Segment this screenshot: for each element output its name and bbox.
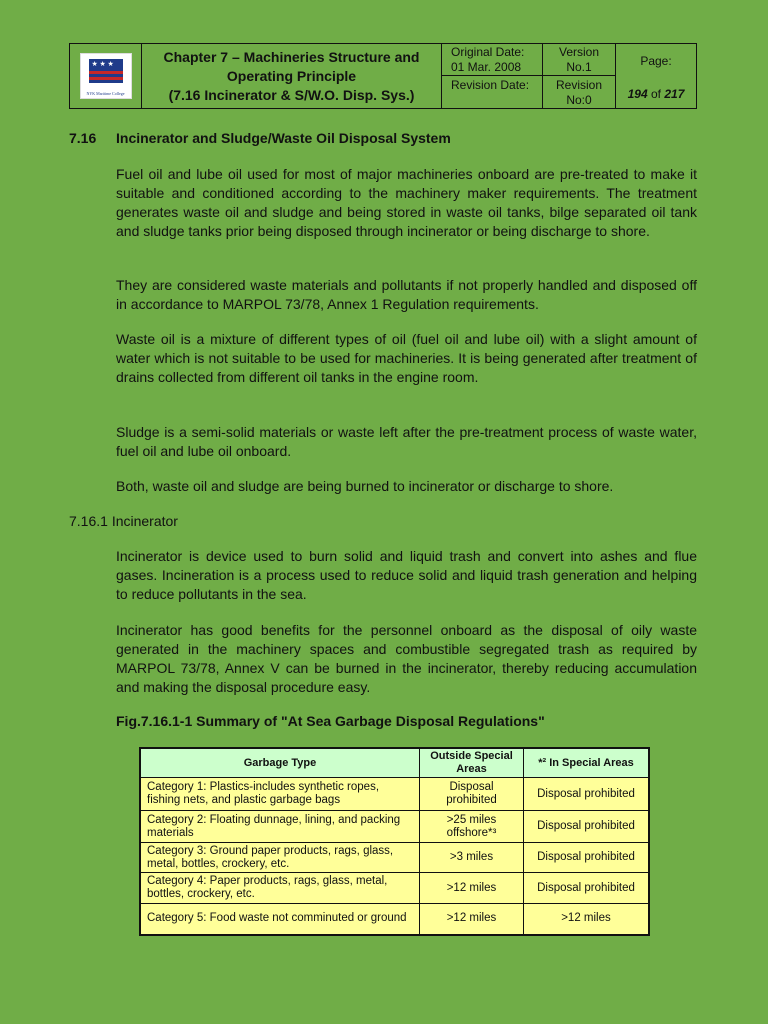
version-value: No.1 (566, 60, 592, 74)
page-of: of (650, 87, 661, 101)
page-cell (616, 44, 696, 108)
cell-garbage-type: Category 5: Food waste not comminuted or ground (140, 904, 420, 935)
table-header-row (140, 748, 649, 778)
cell-inside: >12 miles (524, 904, 650, 935)
revision-label: Revision (555, 78, 603, 92)
cell-inside: Disposal prohibited (524, 843, 650, 873)
figure-caption: Fig.7.16.1-1 Summary of "At Sea Garbage Disposal Regulations" (116, 713, 545, 729)
revision-date-label: Revision Date: (451, 78, 530, 92)
table-row (140, 904, 649, 935)
cell-inside: Disposal prohibited (524, 778, 650, 811)
logo-cell (70, 44, 142, 108)
cell-outside: >12 miles (420, 904, 524, 935)
paragraph-4: Sludge is a semi-solid materials or waste left after the pre-treatment process of waste water, fuel oil and lube oil onboard. (116, 424, 697, 459)
header-in-special-areas: *² In Special Areas (524, 748, 650, 778)
chapter-title-line-3: (7.16 Incinerator & S/W.O. Disp. Sys.) (168, 86, 415, 103)
chapter-title-line-2: Operating Principle (226, 67, 357, 84)
cell-garbage-type: Category 1: Plastics-includes synthetic ropes, fishing nets, and plastic garbage bags (140, 778, 420, 811)
cell-garbage-type: Category 2: Floating dunnage, lining, and packing materials (140, 811, 420, 843)
table-row (140, 778, 649, 811)
cell-garbage-type: Category 3: Ground paper products, rags, glass, metal, bottles, crockery, etc. (140, 843, 420, 873)
original-date-value: 01 Mar. 2008 (451, 60, 522, 74)
section-number: 7.16 (69, 130, 97, 146)
cell-inside: Disposal prohibited (524, 811, 650, 843)
version-cell (543, 44, 616, 108)
paragraph-1: Fuel oil and lube oil used for most of major machineries onboard are pre-treated to make it suitable and conditioned according to the machinery maker requirements. The treatment generates waste oil and sludge and being stored in waste oil tanks, bilge separated oil tank and sludge tanks prior being disposed through incinerator or being discharge to shore. (116, 166, 697, 239)
date-cell (442, 44, 543, 108)
original-date-label: Original Date: (451, 45, 525, 59)
revision-value: No:0 (566, 93, 592, 107)
version-label: Version (558, 45, 600, 59)
table-row (140, 843, 649, 873)
paragraph-3: Waste oil is a mixture of different types of oil (fuel oil and lube oil) with a slight amount of water which is not suitable to be used for machineries. It is being generated after treatment of drains collected from different oil tanks in the engine room. (116, 331, 697, 385)
section-heading (69, 130, 451, 146)
header-outside-special-areas: Outside Special Areas (420, 748, 524, 778)
page-current: 194 (627, 87, 648, 101)
college-logo: ★ ★ ★ NYK Maritime College (80, 53, 132, 99)
table-row (140, 811, 649, 843)
cell-outside: Disposal prohibited (420, 778, 524, 811)
page-label: Page: (640, 54, 672, 68)
garbage-regulations-table (139, 747, 650, 936)
chapter-title (142, 44, 442, 108)
sub-paragraph-2: Incinerator has good benefits for the personnel onboard as the disposal of oily waste generated in the machinery spaces and combustible segregated trash as required by MARPOL 73/78, Annex V can be burned in the incinerator, thereby reducing accumulation and making the disposal procedure easy. (116, 622, 697, 695)
paragraph-5: Both, waste oil and sludge are being burned to incinerator or discharge to shore. (116, 478, 614, 494)
logo-caption: NYK Maritime College (86, 91, 125, 96)
cell-outside: >3 miles (420, 843, 524, 873)
paragraph-2: They are considered waste materials and pollutants if not properly handled and disposed off in accordance to MARPOL 73/78, Annex 1 Regulation requirements. (116, 277, 697, 312)
cell-outside: >12 miles (420, 873, 524, 904)
page-number (616, 87, 696, 101)
page-total: 217 (664, 87, 685, 101)
section-title: Incinerator and Sludge/Waste Oil Disposal System (116, 130, 451, 146)
chapter-title-line-1: Chapter 7 – Machineries Structure and (163, 48, 420, 65)
cell-garbage-type: Category 4: Paper products, rags, glass, metal, bottles, crockery, etc. (140, 873, 420, 904)
table-row (140, 873, 649, 904)
header-garbage-type: Garbage Type (140, 748, 420, 778)
cell-outside: >25 miles offshore*³ (420, 811, 524, 843)
cell-inside: Disposal prohibited (524, 873, 650, 904)
sub-paragraph-1: Incinerator is device used to burn solid and liquid trash and convert into ashes and flue gases. Incineration is a process used to reduce solid and liquid trash generation and helping to reduce pollutants in the sea. (116, 548, 697, 602)
document-header (69, 43, 697, 109)
subsection-heading: 7.16.1 Incinerator (69, 513, 178, 529)
